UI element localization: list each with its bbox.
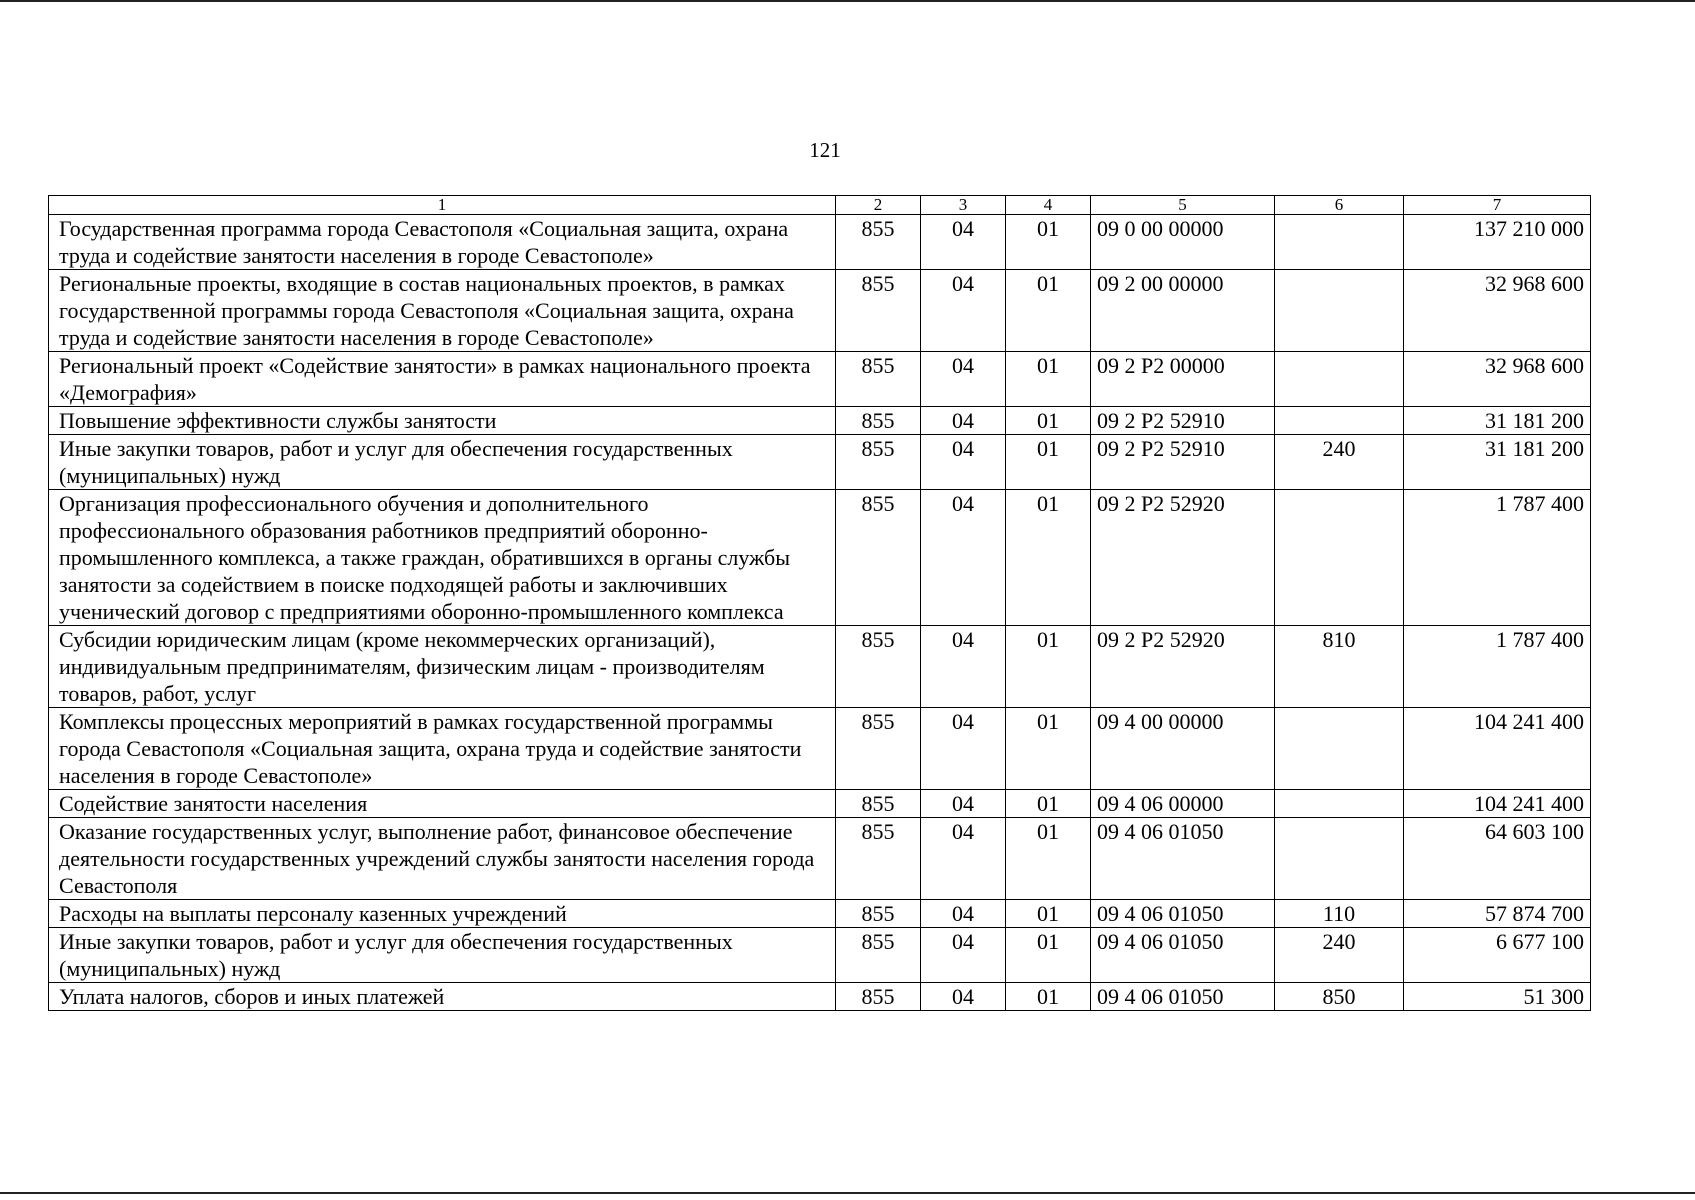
row-csr: 09 4 06 01050 bbox=[1091, 928, 1275, 983]
row-sum: 31 181 200 bbox=[1404, 435, 1591, 490]
row-vr bbox=[1275, 352, 1404, 407]
row-sum: 6 677 100 bbox=[1404, 928, 1591, 983]
row-sum: 51 300 bbox=[1404, 983, 1591, 1011]
column-header: 3 bbox=[921, 196, 1006, 215]
row-rz: 04 bbox=[921, 215, 1006, 270]
row-grbs: 855 bbox=[836, 490, 921, 626]
row-rz: 04 bbox=[921, 983, 1006, 1011]
row-csr: 09 0 00 00000 bbox=[1091, 215, 1275, 270]
row-grbs: 855 bbox=[836, 818, 921, 900]
row-name: Иные закупки товаров, работ и услуг для обеспечения государственных (муниципальных) нужд bbox=[49, 928, 836, 983]
row-name: Содействие занятости населения bbox=[49, 790, 836, 818]
table-row bbox=[49, 270, 1591, 352]
budget-table bbox=[48, 195, 1591, 1011]
bottom-border-line bbox=[0, 1192, 1695, 1194]
row-grbs: 855 bbox=[836, 708, 921, 790]
row-name: Иные закупки товаров, работ и услуг для обеспечения государственных (муниципальных) нужд bbox=[49, 435, 836, 490]
row-csr: 09 2 00 00000 bbox=[1091, 270, 1275, 352]
column-number-row bbox=[49, 196, 1591, 215]
row-grbs: 855 bbox=[836, 790, 921, 818]
table-row bbox=[49, 928, 1591, 983]
row-vr: 110 bbox=[1275, 900, 1404, 928]
row-grbs: 855 bbox=[836, 270, 921, 352]
row-vr bbox=[1275, 270, 1404, 352]
row-vr: 850 bbox=[1275, 983, 1404, 1011]
row-rz: 04 bbox=[921, 708, 1006, 790]
row-csr: 09 4 00 00000 bbox=[1091, 708, 1275, 790]
table-row bbox=[49, 818, 1591, 900]
row-vr bbox=[1275, 818, 1404, 900]
row-name: Государственная программа города Севастополя «Социальная защита, охрана труда и содействие занятости населения в городе Севастополе» bbox=[49, 215, 836, 270]
row-pr: 01 bbox=[1006, 790, 1091, 818]
row-grbs: 855 bbox=[836, 626, 921, 708]
row-name: Комплексы процессных мероприятий в рамках государственной программы города Севастополя «Социальная защита, охрана труда и содействие занятости населения в городе Севастополе» bbox=[49, 708, 836, 790]
table-row bbox=[49, 983, 1591, 1011]
row-rz: 04 bbox=[921, 490, 1006, 626]
row-pr: 01 bbox=[1006, 490, 1091, 626]
row-sum: 57 874 700 bbox=[1404, 900, 1591, 928]
row-rz: 04 bbox=[921, 818, 1006, 900]
row-sum: 104 241 400 bbox=[1404, 790, 1591, 818]
row-vr: 240 bbox=[1275, 435, 1404, 490]
table-row bbox=[49, 490, 1591, 626]
row-vr bbox=[1275, 407, 1404, 435]
row-sum: 32 968 600 bbox=[1404, 352, 1591, 407]
row-csr: 09 4 06 01050 bbox=[1091, 900, 1275, 928]
column-header: 6 bbox=[1275, 196, 1404, 215]
row-name: Региональные проекты, входящие в состав национальных проектов, в рамках государственной программы города Севастополя «Социальная защита, охрана труда и содействие занятости населения в городе Севастополе» bbox=[49, 270, 836, 352]
row-sum: 104 241 400 bbox=[1404, 708, 1591, 790]
row-grbs: 855 bbox=[836, 215, 921, 270]
row-pr: 01 bbox=[1006, 983, 1091, 1011]
table-row bbox=[49, 352, 1591, 407]
column-header: 2 bbox=[836, 196, 921, 215]
row-sum: 1 787 400 bbox=[1404, 490, 1591, 626]
row-pr: 01 bbox=[1006, 270, 1091, 352]
column-header: 5 bbox=[1091, 196, 1275, 215]
row-grbs: 855 bbox=[836, 435, 921, 490]
row-rz: 04 bbox=[921, 790, 1006, 818]
table-row bbox=[49, 407, 1591, 435]
row-csr: 09 4 06 01050 bbox=[1091, 818, 1275, 900]
row-vr: 810 bbox=[1275, 626, 1404, 708]
row-name: Субсидии юридическим лицам (кроме некоммерческих организаций), индивидуальным предпринимателям, физическим лицам - производителям товаров, работ, услуг bbox=[49, 626, 836, 708]
row-sum: 64 603 100 bbox=[1404, 818, 1591, 900]
row-rz: 04 bbox=[921, 435, 1006, 490]
table-row bbox=[49, 708, 1591, 790]
row-rz: 04 bbox=[921, 928, 1006, 983]
page-number: 121 bbox=[809, 138, 841, 162]
column-header: 4 bbox=[1006, 196, 1091, 215]
row-pr: 01 bbox=[1006, 708, 1091, 790]
row-vr bbox=[1275, 790, 1404, 818]
row-csr: 09 4 06 01050 bbox=[1091, 983, 1275, 1011]
row-vr bbox=[1275, 708, 1404, 790]
row-pr: 01 bbox=[1006, 928, 1091, 983]
row-rz: 04 bbox=[921, 626, 1006, 708]
row-sum: 1 787 400 bbox=[1404, 626, 1591, 708]
row-grbs: 855 bbox=[836, 928, 921, 983]
row-rz: 04 bbox=[921, 270, 1006, 352]
row-sum: 32 968 600 bbox=[1404, 270, 1591, 352]
row-pr: 01 bbox=[1006, 215, 1091, 270]
row-sum: 137 210 000 bbox=[1404, 215, 1591, 270]
table-row bbox=[49, 626, 1591, 708]
row-csr: 09 2 P2 52910 bbox=[1091, 407, 1275, 435]
table-row bbox=[49, 900, 1591, 928]
column-header: 7 bbox=[1404, 196, 1591, 215]
row-pr: 01 bbox=[1006, 435, 1091, 490]
row-vr bbox=[1275, 490, 1404, 626]
row-pr: 01 bbox=[1006, 900, 1091, 928]
row-csr: 09 2 P2 52920 bbox=[1091, 490, 1275, 626]
top-border-line bbox=[0, 0, 1695, 2]
row-csr: 09 2 P2 52920 bbox=[1091, 626, 1275, 708]
row-csr: 09 2 P2 52910 bbox=[1091, 435, 1275, 490]
row-name: Повышение эффективности службы занятости bbox=[49, 407, 836, 435]
table-row bbox=[49, 215, 1591, 270]
row-vr bbox=[1275, 215, 1404, 270]
table-row bbox=[49, 435, 1591, 490]
row-grbs: 855 bbox=[836, 983, 921, 1011]
row-grbs: 855 bbox=[836, 900, 921, 928]
row-grbs: 855 bbox=[836, 352, 921, 407]
row-pr: 01 bbox=[1006, 626, 1091, 708]
row-name: Региональный проект «Содействие занятости» в рамках национального проекта «Демография» bbox=[49, 352, 836, 407]
row-vr: 240 bbox=[1275, 928, 1404, 983]
row-pr: 01 bbox=[1006, 352, 1091, 407]
row-csr: 09 4 06 00000 bbox=[1091, 790, 1275, 818]
row-name: Организация профессионального обучения и дополнительного профессионального образования работников предприятий оборонно-промышленного комплекса, а также граждан, обратившихся в органы службы занятости за содействием в поиске подходящей работы и заключивших ученический договор с предприятиями оборонно-промышленного комплекса bbox=[49, 490, 836, 626]
row-pr: 01 bbox=[1006, 407, 1091, 435]
row-pr: 01 bbox=[1006, 818, 1091, 900]
row-rz: 04 bbox=[921, 900, 1006, 928]
row-csr: 09 2 P2 00000 bbox=[1091, 352, 1275, 407]
row-sum: 31 181 200 bbox=[1404, 407, 1591, 435]
row-name: Оказание государственных услуг, выполнение работ, финансовое обеспечение деятельности государственных учреждений службы занятости населения города Севастополя bbox=[49, 818, 836, 900]
row-grbs: 855 bbox=[836, 407, 921, 435]
row-rz: 04 bbox=[921, 407, 1006, 435]
row-rz: 04 bbox=[921, 352, 1006, 407]
row-name: Расходы на выплаты персоналу казенных учреждений bbox=[49, 900, 836, 928]
column-header: 1 bbox=[49, 196, 836, 215]
row-name: Уплата налогов, сборов и иных платежей bbox=[49, 983, 836, 1011]
table-row bbox=[49, 790, 1591, 818]
